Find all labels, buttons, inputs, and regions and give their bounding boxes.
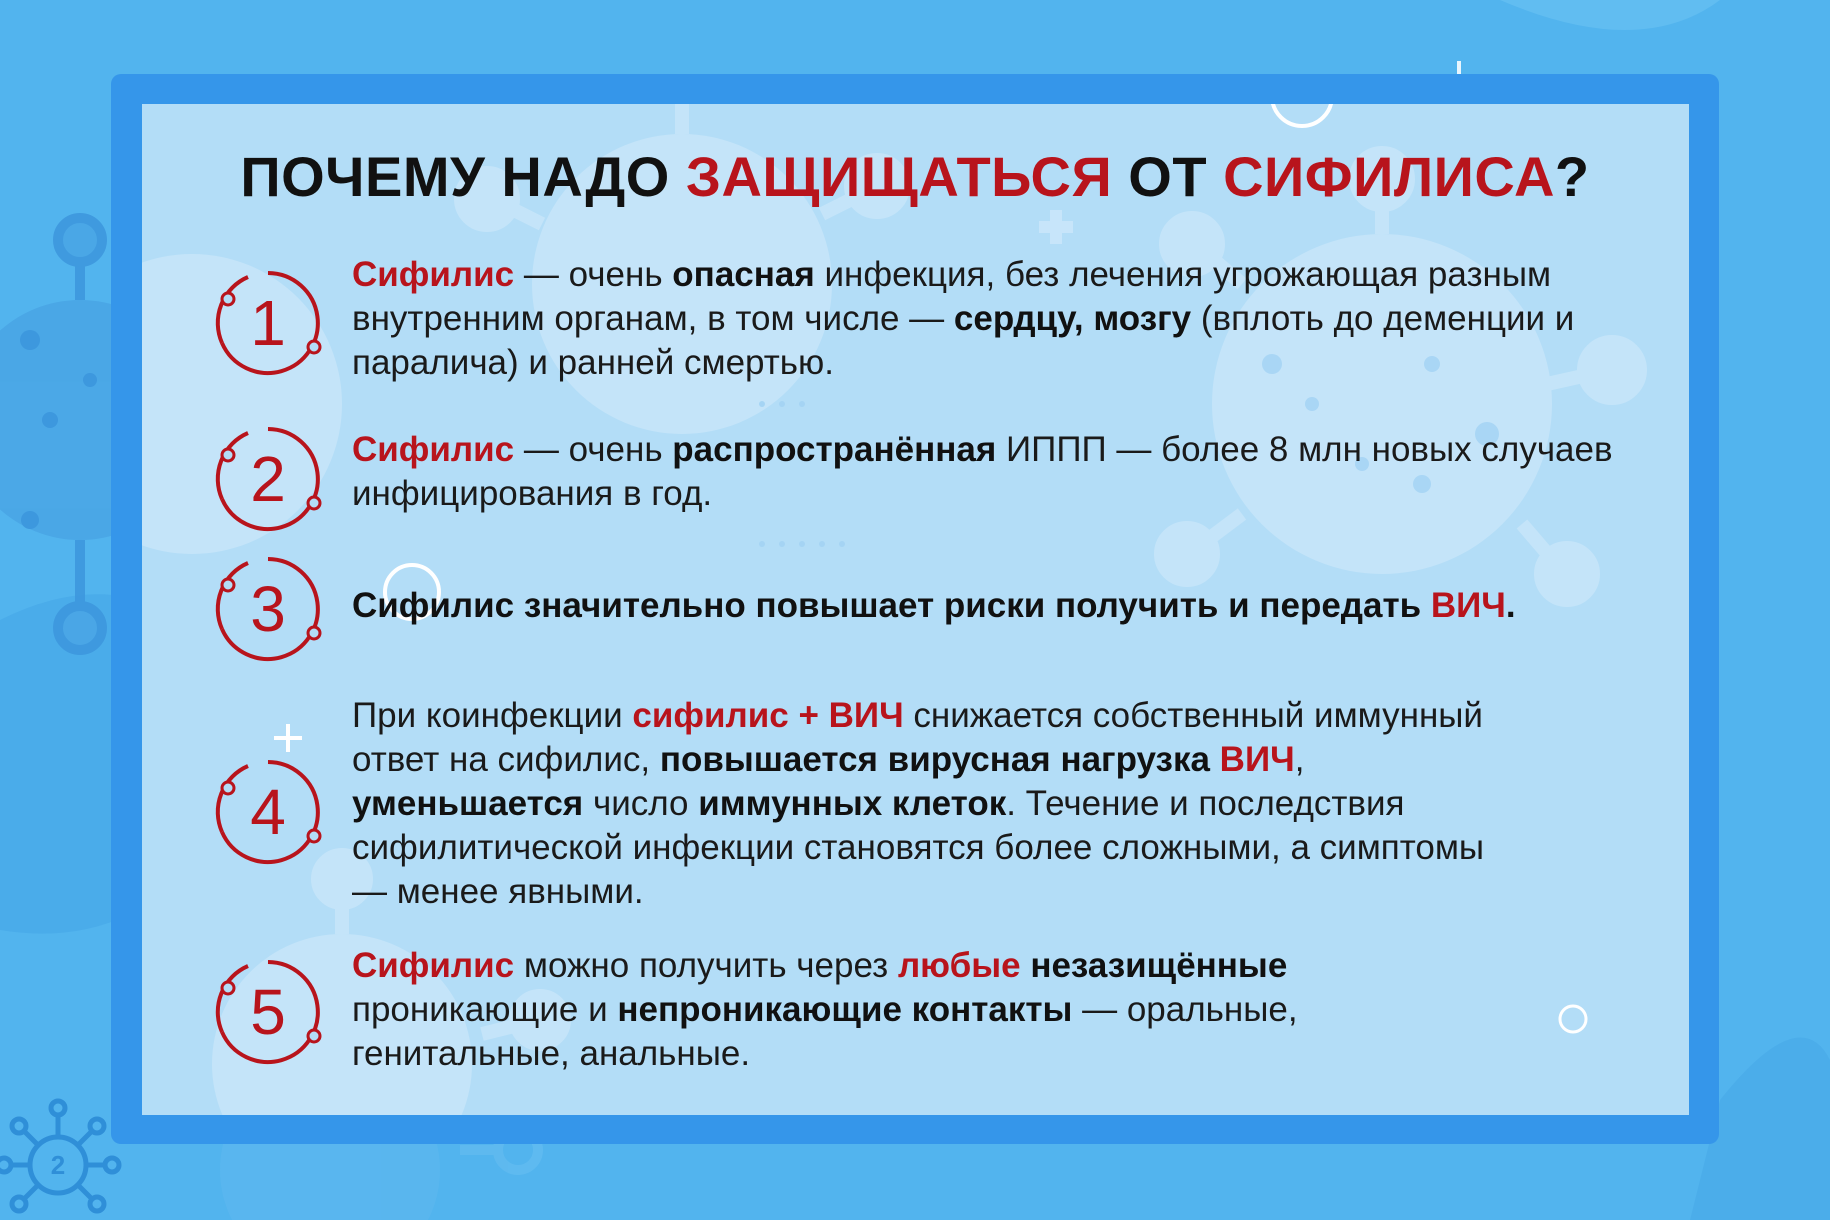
item-number: 1 xyxy=(250,287,286,359)
list-item: Сифилис — очень распространённая ИППП — более 8 млн новых случаев инфицирования в год. xyxy=(352,430,1613,513)
number-circle-icon xyxy=(208,752,328,872)
number-circle-icon xyxy=(208,549,328,669)
number-circle-icon xyxy=(208,263,328,383)
list-item: Сифилис можно получить через любые незазищённые проникающие и непроникающие контакты — оральные, генитальные, анальные. xyxy=(352,946,1298,1073)
item-number: 4 xyxy=(250,776,286,848)
item-number: 2 xyxy=(250,443,286,515)
item-number: 5 xyxy=(250,976,286,1048)
list-item: При коинфекции сифилис + ВИЧ снижается собственный иммунный ответ на сифилис, повышается вирусная нагрузка ВИЧ, уменьшается число иммунных клеток. Течение и последствия сифилитической инфекции становятся более сложными, а симптомы — менее явными. xyxy=(352,696,1485,911)
number-circle-icon xyxy=(208,419,328,539)
item-number: 3 xyxy=(250,573,286,645)
number-circle-icon xyxy=(208,952,328,1072)
list-item: Сифилис — очень опасная инфекция, без лечения угрожающая разным внутренним органам, в том числе — сердцу, мозгу (вплоть до деменции и паралича) и ранней смертью. xyxy=(352,255,1575,382)
corner-badge: 2 xyxy=(50,1150,66,1180)
page-title: ПОЧЕМУ НАДО ЗАЩИЩАТЬСЯ ОТ СИФИЛИСА? xyxy=(240,145,1590,208)
list-item: Сифилис значительно повышает риски получить и передать ВИЧ. xyxy=(352,586,1516,625)
plus-icon xyxy=(274,724,302,752)
